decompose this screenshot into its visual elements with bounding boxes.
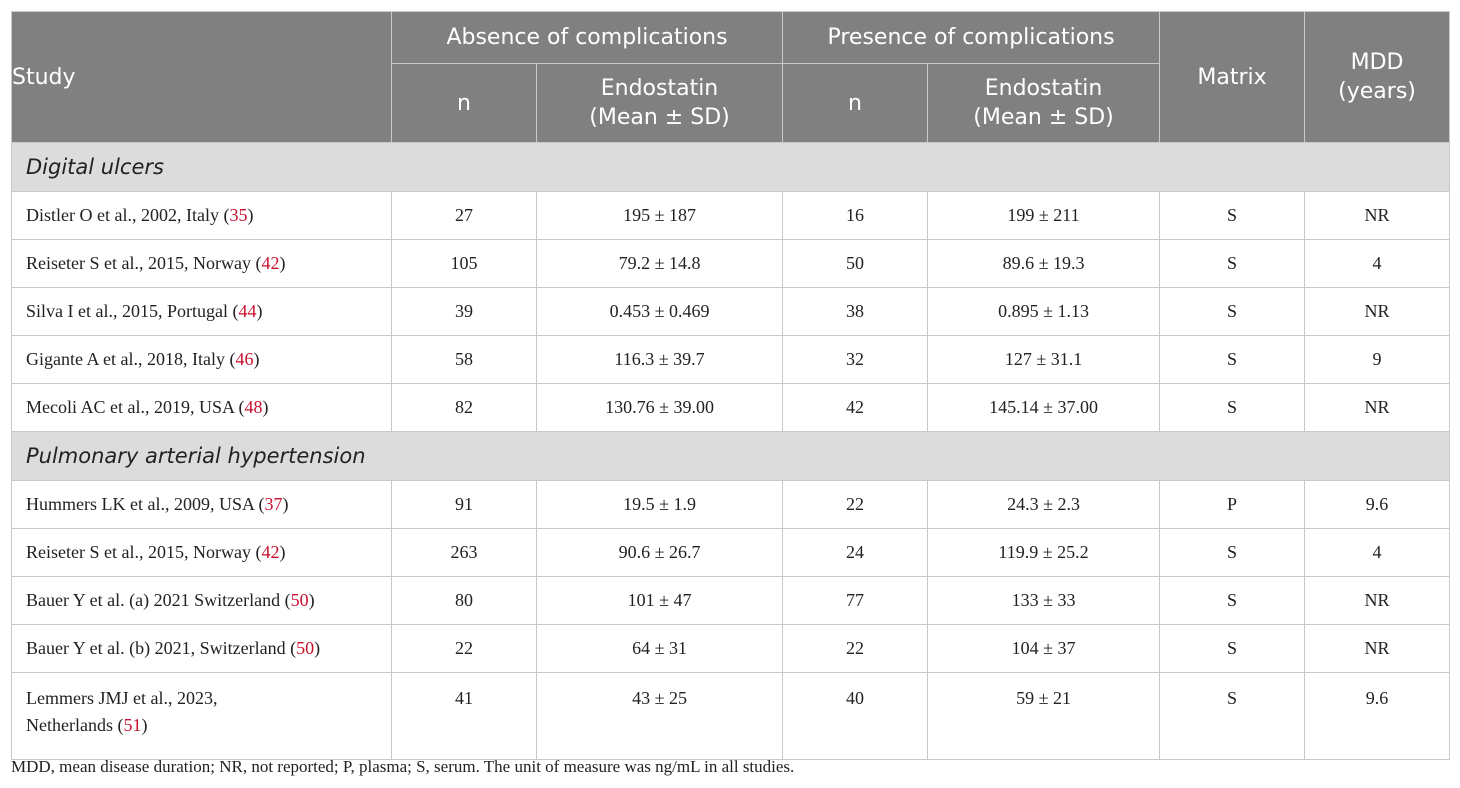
endostatin-table [11, 11, 1450, 760]
n-presence-cell: 38 [783, 288, 928, 336]
mdd-cell: NR [1305, 577, 1450, 625]
endostatin-absence-cell: 101 ± 47 [537, 577, 783, 625]
header-endostatin-line2: (Mean ± SD) [973, 105, 1114, 130]
endostatin-presence-cell: 127 ± 31.1 [928, 336, 1160, 384]
reference-link[interactable]: 44 [238, 301, 257, 321]
n-absence-cell: 22 [392, 625, 537, 673]
reference-link[interactable]: 48 [244, 397, 263, 417]
n-absence-cell: 263 [392, 529, 537, 577]
study-name: Distler O et al., 2002, Italy [26, 205, 219, 225]
study-cell: Reiseter S et al., 2015, Norway (42) [12, 240, 392, 288]
mdd-cell: 4 [1305, 529, 1450, 577]
n-presence-cell: 77 [783, 577, 928, 625]
table-header [12, 12, 1450, 143]
study-name: Hummers LK et al., 2009, USA [26, 494, 254, 514]
table-row [12, 625, 1450, 673]
header-mdd-line2: (years) [1338, 79, 1416, 104]
endostatin-absence-cell: 195 ± 187 [537, 192, 783, 240]
matrix-cell: P [1160, 481, 1305, 529]
header-endostatin-line1: Endostatin [984, 76, 1103, 101]
table-row [12, 577, 1450, 625]
header-n-presence: n [783, 64, 928, 143]
matrix-cell: S [1160, 577, 1305, 625]
n-presence-cell: 40 [783, 673, 928, 760]
n-absence-cell: 80 [392, 577, 537, 625]
n-presence-cell: 50 [783, 240, 928, 288]
reference-link[interactable]: 50 [290, 590, 309, 610]
study-name: Silva I et al., 2015, Portugal [26, 301, 228, 321]
header-n-absence: n [392, 64, 537, 143]
study-cell: Reiseter S et al., 2015, Norway (42) [12, 529, 392, 577]
n-presence-cell: 24 [783, 529, 928, 577]
section-row [12, 143, 1450, 192]
study-name: Gigante A et al., 2018, Italy [26, 349, 225, 369]
n-presence-cell: 22 [783, 625, 928, 673]
matrix-cell: S [1160, 288, 1305, 336]
study-name: Bauer Y et al. (b) 2021, Switzerland [26, 638, 286, 658]
reference-link[interactable]: 42 [261, 542, 280, 562]
study-cell: Hummers LK et al., 2009, USA (37) [12, 481, 392, 529]
study-cell: Silva I et al., 2015, Portugal (44) [12, 288, 392, 336]
header-endostatin-line2: (Mean ± SD) [589, 105, 730, 130]
n-absence-cell: 27 [392, 192, 537, 240]
table-row [12, 288, 1450, 336]
n-absence-cell: 41 [392, 673, 537, 760]
study-name: Mecoli AC et al., 2019, USA [26, 397, 234, 417]
endostatin-absence-cell: 43 ± 25 [537, 673, 783, 760]
header-mdd-line1: MDD [1350, 50, 1404, 75]
matrix-cell: S [1160, 336, 1305, 384]
endostatin-presence-cell: 89.6 ± 19.3 [928, 240, 1160, 288]
n-absence-cell: 58 [392, 336, 537, 384]
matrix-cell: S [1160, 529, 1305, 577]
matrix-cell: S [1160, 192, 1305, 240]
reference-link[interactable]: 42 [261, 253, 280, 273]
header-matrix: Matrix [1160, 12, 1305, 143]
table-body [12, 143, 1450, 760]
study-name: Lemmers JMJ et al., 2023, [26, 688, 218, 708]
mdd-cell: 4 [1305, 240, 1450, 288]
matrix-cell: S [1160, 673, 1305, 760]
study-name: Bauer Y et al. (a) 2021 Switzerland [26, 590, 281, 610]
header-endostatin-presence [928, 64, 1160, 143]
reference-link[interactable]: 46 [235, 349, 254, 369]
n-absence-cell: 105 [392, 240, 537, 288]
endostatin-presence-cell: 0.895 ± 1.13 [928, 288, 1160, 336]
mdd-cell: NR [1305, 625, 1450, 673]
endostatin-absence-cell: 130.76 ± 39.00 [537, 384, 783, 432]
n-presence-cell: 32 [783, 336, 928, 384]
reference-link[interactable]: 51 [123, 715, 142, 735]
table-footnote: MDD, mean disease duration; NR, not reported; P, plasma; S, serum. The unit of measure was ng/mL in all studies. [11, 757, 795, 776]
table-row [12, 336, 1450, 384]
endostatin-absence-cell: 90.6 ± 26.7 [537, 529, 783, 577]
n-absence-cell: 91 [392, 481, 537, 529]
header-presence: Presence of complications [783, 12, 1160, 64]
table-row [12, 240, 1450, 288]
reference-link[interactable]: 50 [296, 638, 315, 658]
study-cell: Gigante A et al., 2018, Italy (46) [12, 336, 392, 384]
table-row [12, 192, 1450, 240]
mdd-cell: NR [1305, 192, 1450, 240]
table-row [12, 481, 1450, 529]
table-row [12, 384, 1450, 432]
reference-link[interactable]: 35 [229, 205, 248, 225]
header-absence: Absence of complications [392, 12, 783, 64]
n-presence-cell: 16 [783, 192, 928, 240]
endostatin-presence-cell: 133 ± 33 [928, 577, 1160, 625]
endostatin-absence-cell: 116.3 ± 39.7 [537, 336, 783, 384]
n-absence-cell: 39 [392, 288, 537, 336]
study-cell: Bauer Y et al. (b) 2021, Switzerland (50) [12, 625, 392, 673]
study-name: Reiseter S et al., 2015, Norway [26, 253, 251, 273]
section-title: Pulmonary arterial hypertension [12, 432, 1450, 481]
matrix-cell: S [1160, 625, 1305, 673]
mdd-cell: 9 [1305, 336, 1450, 384]
header-endostatin-absence [537, 64, 783, 143]
study-name: Reiseter S et al., 2015, Norway [26, 542, 251, 562]
n-absence-cell: 82 [392, 384, 537, 432]
endostatin-absence-cell: 79.2 ± 14.8 [537, 240, 783, 288]
table-row [12, 673, 1450, 760]
header-endostatin-line1: Endostatin [600, 76, 719, 101]
study-cell: Lemmers JMJ et al., 2023, Netherlands (51) [12, 673, 392, 760]
header-study: Study [12, 12, 392, 143]
study-cell: Mecoli AC et al., 2019, USA (48) [12, 384, 392, 432]
endostatin-presence-cell: 145.14 ± 37.00 [928, 384, 1160, 432]
n-presence-cell: 42 [783, 384, 928, 432]
study-cell: Bauer Y et al. (a) 2021 Switzerland (50) [12, 577, 392, 625]
section-title: Digital ulcers [12, 143, 1450, 192]
matrix-cell: S [1160, 384, 1305, 432]
endostatin-presence-cell: 119.9 ± 25.2 [928, 529, 1160, 577]
endostatin-presence-cell: 24.3 ± 2.3 [928, 481, 1160, 529]
endostatin-presence-cell: 199 ± 211 [928, 192, 1160, 240]
table-row [12, 529, 1450, 577]
endostatin-presence-cell: 59 ± 21 [928, 673, 1160, 760]
mdd-cell: NR [1305, 288, 1450, 336]
mdd-cell: 9.6 [1305, 673, 1450, 760]
matrix-cell: S [1160, 240, 1305, 288]
endostatin-presence-cell: 104 ± 37 [928, 625, 1160, 673]
mdd-cell: 9.6 [1305, 481, 1450, 529]
header-mdd [1305, 12, 1450, 143]
endostatin-absence-cell: 19.5 ± 1.9 [537, 481, 783, 529]
mdd-cell: NR [1305, 384, 1450, 432]
endostatin-absence-cell: 0.453 ± 0.469 [537, 288, 783, 336]
study-cell: Distler O et al., 2002, Italy (35) [12, 192, 392, 240]
section-row [12, 432, 1450, 481]
reference-link[interactable]: 37 [264, 494, 283, 514]
study-name-line2: Netherlands [26, 715, 113, 735]
n-presence-cell: 22 [783, 481, 928, 529]
endostatin-absence-cell: 64 ± 31 [537, 625, 783, 673]
